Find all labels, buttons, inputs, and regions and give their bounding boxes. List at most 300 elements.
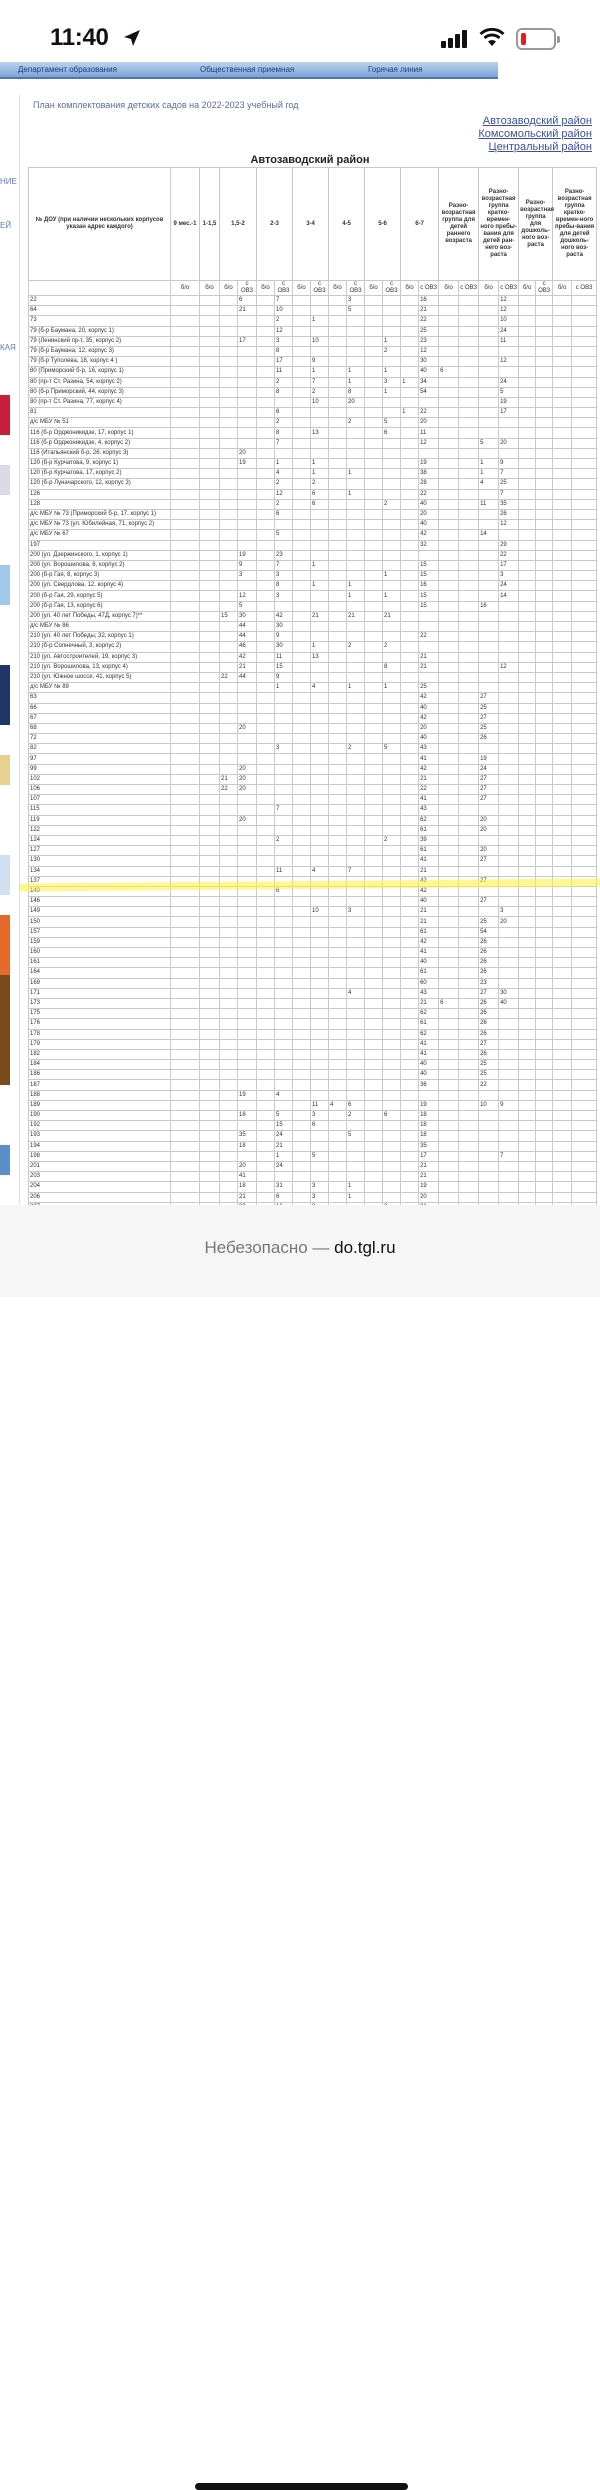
value-cell [220,601,238,611]
value-cell [200,1151,220,1161]
value-cell [383,978,401,988]
value-cell [553,428,572,438]
value-cell [479,428,499,438]
value-cell [275,1080,293,1090]
value-cell: 1 [347,489,365,499]
value-cell [572,601,597,611]
subheader-cell: с ОВЗ [419,281,439,296]
value-cell [572,560,597,570]
value-cell [479,1151,499,1161]
value-cell [553,1080,572,1090]
value-cell [553,978,572,988]
value-cell [536,764,553,774]
value-cell [499,805,519,815]
value-cell [347,825,365,835]
value-cell [200,856,220,866]
value-cell [257,326,275,336]
value-cell: 44 [238,672,257,682]
value-cell [171,917,200,927]
sidebar-banner[interactable] [0,1145,10,1175]
value-cell [479,652,499,662]
header-age: 9 мес.-1 [171,168,200,281]
value-cell [439,683,459,693]
value-cell [311,346,329,356]
dou-name-cell: 107 [29,795,171,805]
value-cell [365,642,383,652]
value-cell [479,581,499,591]
value-cell [479,367,499,377]
value-cell [479,866,499,876]
value-cell [293,489,311,499]
value-cell [499,764,519,774]
value-cell [275,998,293,1008]
value-cell [329,418,347,428]
value-cell [275,520,293,530]
value-cell [220,1090,238,1100]
value-cell [401,958,419,968]
value-cell [383,479,401,489]
sidebar-banner[interactable] [0,665,10,725]
value-cell [257,693,275,703]
value-cell [200,652,220,662]
value-cell [401,825,419,835]
value-cell [220,459,238,469]
value-cell [275,713,293,723]
value-cell [401,560,419,570]
value-cell [572,1141,597,1151]
value-cell [479,397,499,407]
value-cell [536,846,553,856]
value-cell [329,662,347,672]
value-cell [200,336,220,346]
value-cell [572,306,597,316]
value-cell: 3 [383,377,401,387]
value-cell [257,1172,275,1182]
value-cell: 14 [499,591,519,601]
status-bar [0,0,600,62]
value-cell [275,448,293,458]
value-cell [536,713,553,723]
value-cell [347,1121,365,1131]
safari-address-bar[interactable] [0,1205,600,1297]
value-cell [439,1192,459,1202]
value-cell [257,520,275,530]
value-cell [220,499,238,509]
value-cell [220,866,238,876]
value-cell [293,815,311,825]
value-cell: 19 [419,459,439,469]
value-cell [220,387,238,397]
value-cell [572,550,597,560]
value-cell: 5 [499,387,519,397]
value-cell [293,509,311,519]
value-cell [347,509,365,519]
value-cell [383,296,401,306]
value-cell [499,346,519,356]
value-cell: 1 [347,1182,365,1192]
value-cell [171,367,200,377]
value-cell [439,448,459,458]
status-time: 11:40 [50,24,109,51]
value-cell [220,408,238,418]
value-cell [347,428,365,438]
value-cell [329,846,347,856]
subheader-cell: с ОВЗ [499,281,519,296]
value-cell [200,723,220,733]
value-cell [220,509,238,519]
value-cell [200,601,220,611]
district-link-centralny[interactable]: Центральный район [488,141,592,153]
value-cell [329,438,347,448]
value-cell [572,509,597,519]
value-cell [257,1070,275,1080]
value-cell [383,469,401,479]
value-cell [383,326,401,336]
sidebar-banner[interactable] [0,395,10,435]
value-cell [293,479,311,489]
value-cell [499,632,519,642]
value-cell [200,560,220,570]
sidebar-banner[interactable] [0,755,10,785]
value-cell [536,1151,553,1161]
value-cell [459,1131,479,1141]
table-row [29,571,597,581]
value-cell [499,693,519,703]
value-cell [519,785,536,795]
value-cell [171,998,200,1008]
value-cell: 42 [419,713,439,723]
value-cell [238,499,257,509]
value-cell: 27 [479,856,499,866]
sidebar-text: ЕЙ [0,221,12,230]
value-cell [293,408,311,418]
value-cell [536,1111,553,1121]
value-cell [293,672,311,682]
value-cell: 21 [419,774,439,784]
sidebar-banner[interactable] [0,565,10,605]
location-arrow-icon [122,28,142,48]
value-cell: 62 [419,1009,439,1019]
value-cell [200,907,220,917]
value-cell: 42 [419,886,439,896]
value-cell [459,560,479,570]
value-cell [347,958,365,968]
value-cell [171,611,200,621]
value-cell [329,1141,347,1151]
value-cell [220,998,238,1008]
value-cell [519,479,536,489]
value-cell [459,958,479,968]
banner-link[interactable]: Горячая линия [368,65,423,74]
value-cell [365,591,383,601]
plan-link[interactable]: План комплектования детских садов на 2022-2023 учебный год [33,100,299,110]
value-cell [519,927,536,937]
kindergarten-table-container[interactable] [28,167,594,1201]
sidebar-text: КАЯ [0,343,16,352]
value-cell [311,296,329,306]
value-cell [401,1060,419,1070]
value-cell [572,937,597,947]
value-cell: 12 [499,306,519,316]
subheader-cell: с ОВЗ [536,281,553,296]
value-cell: 26 [479,937,499,947]
header-mixed-group: Разно-возрастная группа кратко-времен-ного пребы-вания для детей дошколь-ного воз-раста [553,168,597,281]
value-cell [293,805,311,815]
home-indicator[interactable] [195,2483,408,2490]
table-row [29,316,597,326]
value-cell [519,1019,536,1029]
value-cell [365,968,383,978]
value-cell: 12 [499,520,519,530]
value-cell [200,397,220,407]
value-cell [572,438,597,448]
value-cell: 36 [419,1080,439,1090]
value-cell [171,357,200,367]
value-cell [401,866,419,876]
value-cell [257,1121,275,1131]
value-cell [200,377,220,387]
value-cell [347,357,365,367]
sidebar-banner[interactable] [0,465,10,495]
value-cell [238,377,257,387]
value-cell [257,438,275,448]
value-cell [311,418,329,428]
value-cell [293,611,311,621]
value-cell: 40 [419,367,439,377]
value-cell [257,978,275,988]
value-cell [365,469,383,479]
value-cell [365,693,383,703]
value-cell [329,754,347,764]
value-cell [499,1080,519,1090]
value-cell [572,367,597,377]
value-cell [275,764,293,774]
value-cell [572,1172,597,1182]
value-cell [383,774,401,784]
value-cell [479,387,499,397]
value-cell [238,713,257,723]
value-cell: 20 [419,509,439,519]
dou-name-cell: 206 [29,1192,171,1202]
value-cell [536,886,553,896]
value-cell: 15 [419,560,439,570]
value-cell [553,377,572,387]
value-cell [519,1029,536,1039]
value-cell [459,744,479,754]
district-link-avtozavodsky[interactable]: Автозаводский район [482,115,592,127]
value-cell: 27 [479,1039,499,1049]
value-cell [572,866,597,876]
value-cell [459,937,479,947]
value-cell [553,1111,572,1121]
sidebar-banner[interactable] [0,975,10,1085]
value-cell [536,968,553,978]
value-cell [311,1172,329,1182]
value-cell [439,642,459,652]
value-cell [519,397,536,407]
value-cell [293,1070,311,1080]
value-cell [439,632,459,642]
value-cell: 42 [419,530,439,540]
district-link-komsomolsky[interactable]: Комсомольский район [478,128,592,140]
value-cell [257,1141,275,1151]
value-cell [311,448,329,458]
value-cell: 25 [479,1070,499,1080]
subheader-cell: с ОВЗ [311,281,329,296]
value-cell [347,346,365,356]
value-cell [401,744,419,754]
value-cell [293,571,311,581]
value-cell [459,978,479,988]
value-cell [220,1192,238,1202]
value-cell [519,805,536,815]
value-cell: 1 [383,336,401,346]
value-cell [383,958,401,968]
value-cell [553,907,572,917]
value-cell [365,672,383,682]
value-cell [536,571,553,581]
value-cell [329,978,347,988]
value-cell [553,408,572,418]
dou-name-cell: 184 [29,1060,171,1070]
value-cell [347,948,365,958]
sidebar-banner[interactable] [0,855,10,895]
table-row [29,1029,597,1039]
value-cell [553,754,572,764]
value-cell: 60 [419,978,439,988]
value-cell [553,581,572,591]
value-cell: 1 [311,367,329,377]
value-cell [536,591,553,601]
value-cell [499,428,519,438]
subheader-cell: с ОВЗ [275,281,293,296]
value-cell [572,693,597,703]
value-cell: 10 [275,306,293,316]
value-cell [347,1049,365,1059]
value-cell [536,1019,553,1029]
table-row [29,785,597,795]
value-cell [499,642,519,652]
value-cell [220,713,238,723]
value-cell [499,1009,519,1019]
value-cell [536,1182,553,1192]
value-cell [257,774,275,784]
value-cell [572,336,597,346]
value-cell [439,1100,459,1110]
value-cell: 21 [220,774,238,784]
value-cell: 1 [311,560,329,570]
url-text[interactable] [0,1238,600,1258]
value-cell [401,357,419,367]
value-cell [171,377,200,387]
value-cell [499,1049,519,1059]
value-cell [220,1100,238,1110]
banner-link[interactable]: Департамент образования [18,65,117,74]
value-cell [347,632,365,642]
value-cell [257,469,275,479]
dou-name-cell: 193 [29,1131,171,1141]
value-cell [383,601,401,611]
value-cell [329,489,347,499]
value-cell [401,988,419,998]
value-cell [220,520,238,530]
dou-name-cell: 210 (ул. Автостроителей, 19, корпус 3) [29,652,171,662]
value-cell [401,1090,419,1100]
value-cell [257,805,275,815]
value-cell [519,469,536,479]
value-cell [257,408,275,418]
value-cell [171,469,200,479]
value-cell [171,1090,200,1100]
value-cell [383,693,401,703]
table-row [29,540,597,550]
value-cell [347,1080,365,1090]
dou-name-cell: 200 (ул. 40 лет Победы, 47Д, корпус 7)** [29,611,171,621]
value-cell [383,927,401,937]
value-cell [439,713,459,723]
value-cell [519,438,536,448]
value-cell [572,1090,597,1100]
value-cell [553,856,572,866]
value-cell [536,866,553,876]
value-cell [257,479,275,489]
dou-name-cell: 120 (б-р Курчатова, 17, корпус 2) [29,469,171,479]
value-cell [200,1019,220,1029]
value-cell [257,632,275,642]
value-cell [238,754,257,764]
value-cell [383,1009,401,1019]
value-cell [519,1121,536,1131]
value-cell [329,785,347,795]
value-cell [536,652,553,662]
value-cell: 18 [238,1111,257,1121]
value-cell [200,479,220,489]
value-cell: 19 [419,1182,439,1192]
value-cell: 8 [275,387,293,397]
dou-name-cell: 99 [29,764,171,774]
value-cell [459,1080,479,1090]
value-cell: 5 [347,306,365,316]
value-cell [347,835,365,845]
value-cell [401,662,419,672]
value-cell [347,815,365,825]
value-cell: 2 [275,499,293,509]
value-cell [401,764,419,774]
value-cell [459,693,479,703]
value-cell [311,703,329,713]
value-cell [171,1161,200,1171]
value-cell [365,367,383,377]
value-cell [347,438,365,448]
value-cell [293,1141,311,1151]
table-title: Автозаводский район [250,154,370,166]
value-cell [572,571,597,581]
value-cell [257,703,275,713]
value-cell [519,734,536,744]
value-cell [553,397,572,407]
value-cell [499,785,519,795]
value-cell [572,774,597,784]
value-cell [459,897,479,907]
value-cell [439,377,459,387]
value-cell [293,1111,311,1121]
value-cell [293,397,311,407]
value-cell [401,499,419,509]
value-cell [311,856,329,866]
banner-link[interactable]: Общественная приемная [200,65,295,74]
value-cell [572,489,597,499]
value-cell [293,1161,311,1171]
